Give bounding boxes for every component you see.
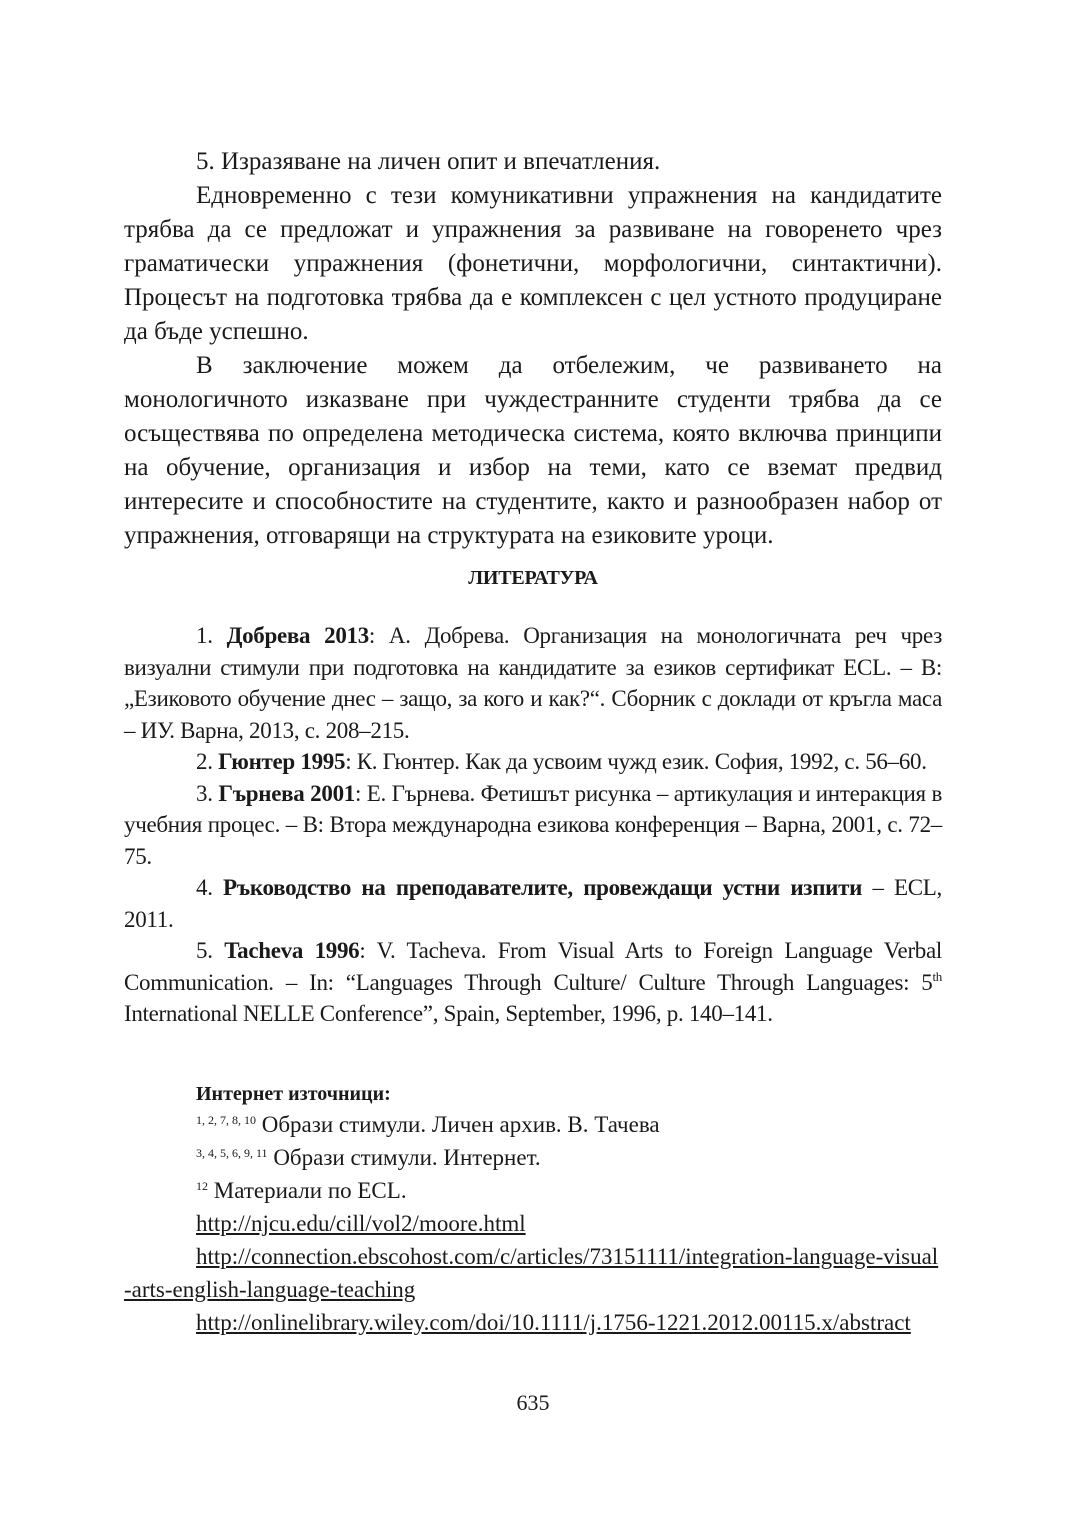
references-list bbox=[124, 620, 942, 1030]
internet-sources-title: Интернет източници: bbox=[196, 1083, 391, 1105]
source-item-2 bbox=[124, 1141, 942, 1174]
source-text: Образи стимули. Личен архив. В. Тачева bbox=[256, 1112, 660, 1137]
paragraph-exercises: Едновременно с тези комуникативни упражнения на кандидатите трябва да се предложат и упражнения за развиване на говоренето чрез граматически упражнения (фонетични, морфологични, синтактични). Процесът на подготовка трябва да е комплексен с цел устното продуциране да бъде успешно. bbox=[124, 182, 942, 345]
source-superscript: 12 bbox=[196, 1179, 208, 1193]
reference-text: : Е. Гърнева. Фетишът рисунка – артикулация и интеракция в учебния процес. – В: Втора международна езикова конференция – Варна, 2001, с. 72–75. bbox=[124, 780, 943, 869]
list-item-5: 5. Изразяване на личен опит и впечатления. bbox=[196, 148, 661, 175]
source-text: Материали по ECL. bbox=[208, 1178, 407, 1203]
source-superscript: 3, 4, 5, 6, 9, 11 bbox=[196, 1146, 268, 1160]
reference-number: 5. bbox=[196, 938, 225, 963]
link-item-3 bbox=[124, 1306, 942, 1339]
reference-superscript: th bbox=[932, 968, 942, 984]
page-number: 635 bbox=[516, 1390, 550, 1415]
link-item-2 bbox=[124, 1240, 942, 1306]
page bbox=[124, 0, 942, 1530]
reference-text: : К. Гюнтер. Как да усвоим чужд език. София, 1992, с. 56–60. bbox=[345, 749, 927, 774]
reference-number: 2. bbox=[196, 749, 219, 774]
reference-text: : V. Tacheva. From Visual Arts to Foreign Language Verbal Communication. – In: “Languages Through Culture/ Culture Through Languages: 5 bbox=[124, 938, 943, 995]
source-item-3 bbox=[124, 1174, 942, 1207]
paragraph-conclusion: В заключение можем да отбележим, че развиването на монологичното изказване при чуждестранните студенти трябва да се осъществява по определена методическа система, която включва принципи на обучение, организация и избор на теми, като се вземат предвид интересите и способностите на студентите, както и разнообразен набор от упражнения, отговарящи на структурата на езиковите уроци. bbox=[124, 352, 942, 549]
reference-item-4 bbox=[124, 872, 942, 935]
source-superscript: 1, 2, 7, 8, 10 bbox=[196, 1113, 256, 1127]
source-text: Образи стимули. Интернет. bbox=[267, 1145, 541, 1170]
link-njcu[interactable]: http://njcu.edu/cill/vol2/moore.html bbox=[196, 1211, 526, 1236]
source-item-1 bbox=[124, 1108, 942, 1141]
reference-item-1 bbox=[124, 620, 942, 746]
reference-key: Добрева 2013 bbox=[226, 623, 369, 648]
link-ebscohost[interactable]: http://connection.ebscohost.com/c/articles/73151111/integration-language-visual-arts-english-language-teaching bbox=[124, 1244, 939, 1302]
reference-item-2 bbox=[124, 746, 942, 778]
reference-key: Гърнева 2001 bbox=[218, 780, 355, 806]
body-text bbox=[124, 145, 942, 553]
reference-text: – ECL, 2011. bbox=[124, 875, 942, 932]
link-wiley[interactable]: http://onlinelibrary.wiley.com/doi/10.1111/j.1756-1221.2012.00115.x/abstract bbox=[196, 1310, 911, 1335]
reference-item-5 bbox=[124, 935, 942, 1030]
internet-sources bbox=[124, 1080, 942, 1339]
reference-key: Ръководство на преподавателите, провеждащи устни изпити bbox=[223, 875, 863, 900]
reference-number: 3. bbox=[196, 780, 219, 806]
references-heading: ЛИТЕРАТУРА bbox=[468, 567, 598, 589]
reference-text-continued: International NELLE Conference”, Spain, September, 1996, p. 140–141. bbox=[124, 1001, 773, 1026]
reference-key: Гюнтер 1995 bbox=[218, 749, 346, 774]
reference-key: Tacheva 1996 bbox=[224, 938, 360, 963]
reference-number: 4. bbox=[196, 875, 224, 900]
reference-text: : А. Добрева. Организация на монологичната реч чрез визуални стимули при подготовка на кандидатите за езиков сертификат ECL. – В: „Езиковото обучение днес – защо, за кого и как?“. Сборник с доклади от кръгла маса – ИУ. Варна, 2013, с. 208–215. bbox=[124, 623, 942, 743]
link-item-1 bbox=[124, 1207, 942, 1240]
reference-item-3 bbox=[124, 778, 942, 873]
reference-number: 1. bbox=[196, 623, 227, 648]
